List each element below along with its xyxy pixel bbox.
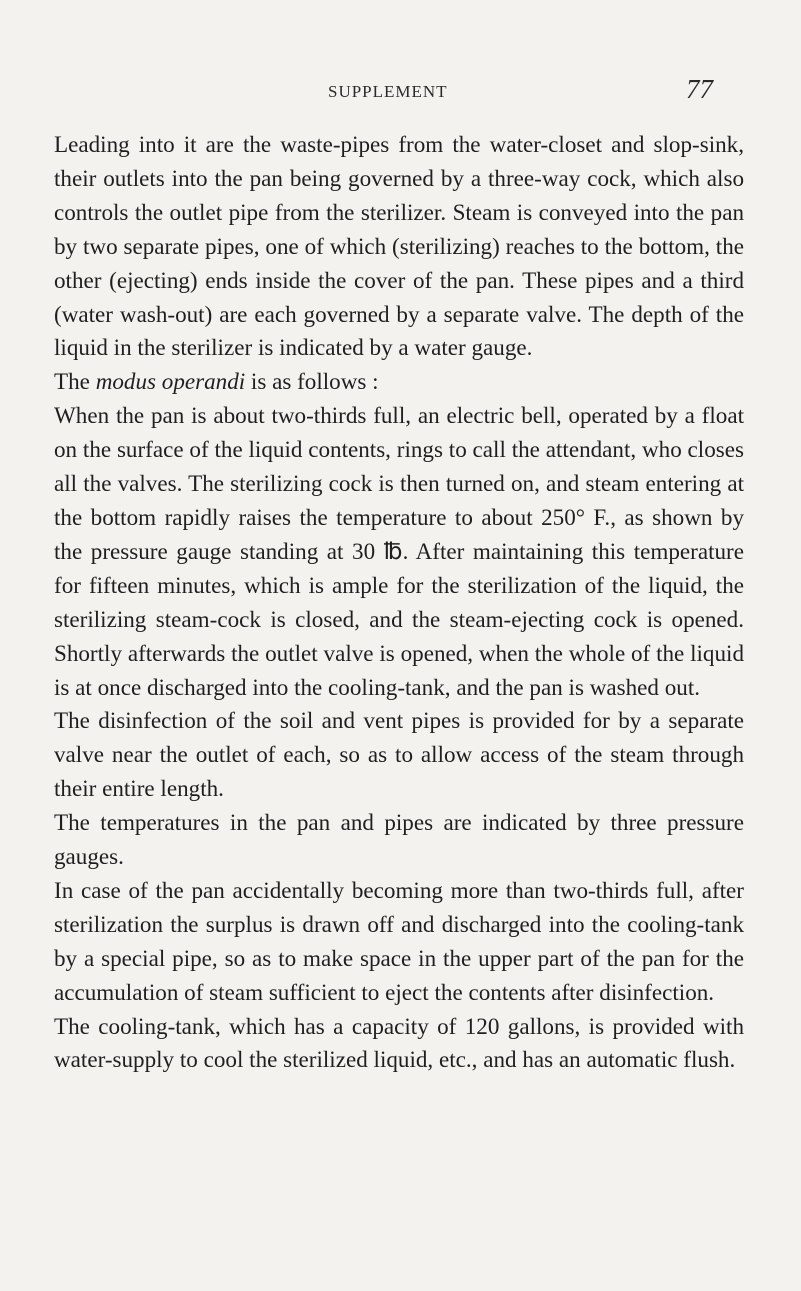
paragraph-pipes: Leading into it are the waste-pipes from the water-closet and slop-sink, their outlets into the pan being governed by a three-way cock, which also controls the outlet pipe from the sterilizer. Steam is conveyed into the pan by two separate pipes, one of which (sterilizing) reaches to the bottom, the other (ejecting) ends inside the cover of the pan. These pipes and a third (water wash-out) are each governed by a separate valve. The depth of the liquid in the sterilizer is indicated by a water gauge. bbox=[54, 131, 744, 361]
paragraph-temperatures: The temperatures in the pan and pipes are indicated by three pressure gauges. bbox=[54, 809, 744, 870]
modus-intro: The bbox=[54, 368, 96, 395]
body-text bbox=[54, 128, 744, 1077]
paragraph-procedure: When the pan is about two-thirds full, an electric bell, operated by a float on the surface of the liquid contents, rings to call the attendant, who closes all the valves. The sterilizing cock is then turned on, and steam entering at the bottom rapidly raises the temperature to about 250° F., as shown by the pressure gauge standing at 30 ℔. After maintaining this temperature for fifteen minutes, which is ample for the sterilization of the liquid, the sterilizing steam-cock is closed, and the steam-ejecting cock is opened. Shortly afterwards the outlet valve is opened, when the whole of the liquid is at once discharged into the cooling-tank, and the pan is washed out. bbox=[54, 402, 744, 700]
modus-operandi-emphasis: modus operandi bbox=[95, 368, 246, 395]
page-header bbox=[0, 74, 801, 114]
page-number: 77 bbox=[686, 74, 713, 104]
paragraph-modus-operandi bbox=[54, 365, 744, 399]
paragraph-disinfection: The disinfection of the soil and vent pipes is provided for by a separate valve near the outlet of each, so as to allow access of the steam through their entire length. bbox=[54, 707, 744, 802]
running-head: SUPPLEMENT bbox=[328, 82, 448, 101]
paragraph-overflow: In case of the pan accidentally becoming more than two-thirds full, after sterilization the surplus is drawn off and discharged into the cooling-tank by a special pipe, so as to make space in the upper part of the pan for the accumulation of steam sufficient to eject the contents after disinfection. bbox=[54, 876, 744, 1005]
paragraph-cooling-tank: The cooling-tank, which has a capacity of 120 gallons, is provided with water-supply to cool the sterilized liquid, etc., and has an automatic flush. bbox=[54, 1012, 744, 1073]
modus-trailer: is as follows : bbox=[245, 368, 379, 395]
